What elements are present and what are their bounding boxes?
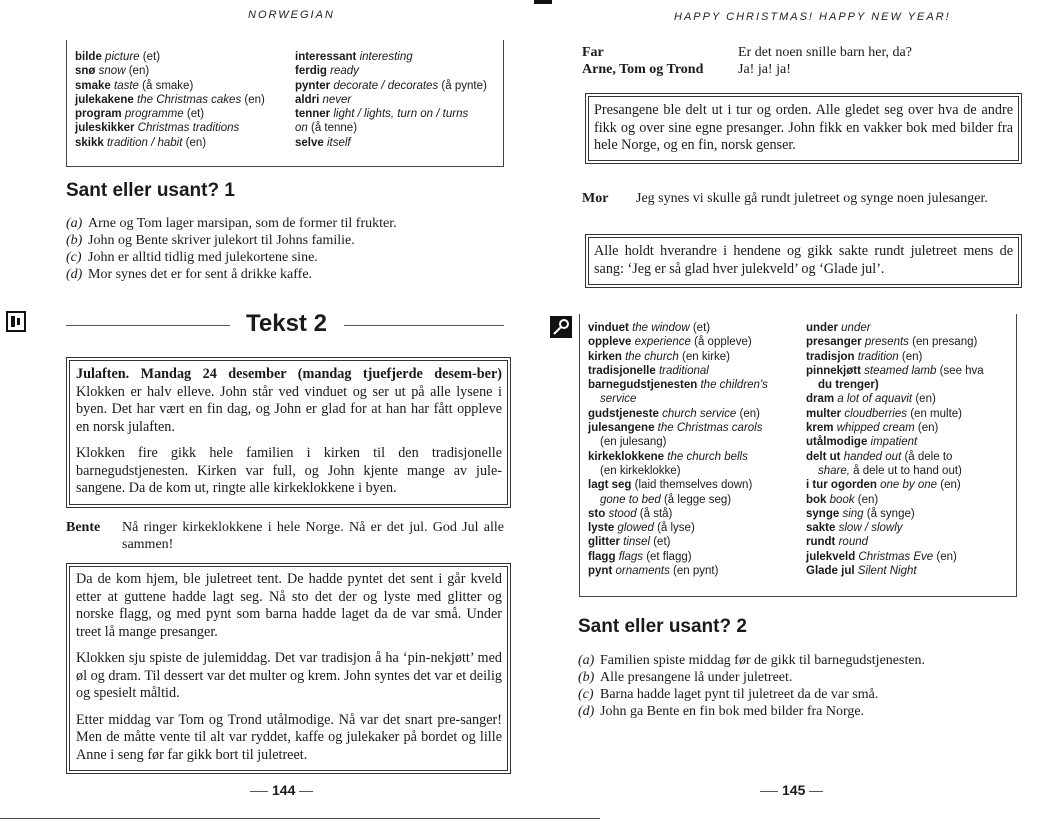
vocab-entry xyxy=(295,136,487,150)
vocab-entry xyxy=(806,378,984,392)
vocab-word: program xyxy=(75,108,122,121)
exercise2-title: Sant eller usant? 2 xyxy=(578,616,747,637)
vocab-gloss: under xyxy=(841,322,871,334)
vocab-word: flagg xyxy=(588,550,616,563)
vocab-word: ferdig xyxy=(295,65,327,78)
vocab-extra: (en) xyxy=(917,422,939,435)
vocab-gloss: tinsel xyxy=(623,536,651,549)
vocab-gloss: round xyxy=(838,536,869,549)
vocab-word: presanger xyxy=(806,336,862,349)
vocab-gloss: share, xyxy=(818,464,850,477)
exercise1-title: Sant eller usant? 1 xyxy=(66,180,235,201)
item-label: (d) xyxy=(66,267,83,282)
vocab-word: gudstjeneste xyxy=(588,407,659,420)
vocab-entry xyxy=(588,521,768,535)
vocab-word: barnegudstjenesten xyxy=(588,379,698,392)
vocab-entry xyxy=(75,64,265,78)
vocab-word: glitter xyxy=(588,536,620,549)
vocab-extra: (å legge seg) xyxy=(663,493,732,506)
vocab-column-4 xyxy=(806,321,984,578)
exercise-item xyxy=(66,232,506,249)
vocab-gloss: steamed lamb xyxy=(864,364,937,377)
vocab-gloss: handed out xyxy=(843,450,902,463)
vocab-extra: (en) xyxy=(128,65,150,78)
vocab-extra: (en) xyxy=(915,393,936,406)
vocab-entry xyxy=(806,450,984,464)
vocab-extra: (å lyse) xyxy=(657,522,695,535)
vocab-entry xyxy=(806,535,984,549)
vocab-word: interessant xyxy=(295,51,357,63)
speaker-arne-tom-trond: Arne, Tom og Trond xyxy=(582,62,704,77)
vocab-gloss: ornaments xyxy=(615,565,670,578)
vocab-entry xyxy=(75,107,265,121)
story-box-4 xyxy=(588,237,1019,285)
item-label: (a) xyxy=(578,653,595,668)
vocab-word: dram xyxy=(806,393,835,406)
vocab-gloss: cloudberries xyxy=(844,407,908,420)
vocab-word: kirken xyxy=(588,350,622,363)
vocab-entry xyxy=(806,478,984,492)
vocab-word: synge xyxy=(806,507,840,520)
vocab-extra: (å smake) xyxy=(142,79,194,92)
vocab-entry xyxy=(588,493,768,507)
vocab-column-1 xyxy=(75,50,265,150)
item-label: (c) xyxy=(66,250,82,265)
vocab-extra: å dele ut to hand out) xyxy=(853,464,962,477)
vocab-extra: (en kirke) xyxy=(682,350,730,363)
vocab-word: juleskikker xyxy=(75,122,135,135)
vocab-entry xyxy=(588,550,768,564)
vocab-word: krem xyxy=(806,422,834,435)
story-box-2 xyxy=(69,566,508,771)
exercise-item xyxy=(578,686,1018,703)
vocab-extra: (å tenne) xyxy=(311,122,358,135)
vocab-word: smake xyxy=(75,79,111,92)
vocab-word: snø xyxy=(75,65,96,78)
vocab-entry xyxy=(806,507,984,521)
vocab-entry xyxy=(806,392,984,406)
exercise-item xyxy=(66,249,506,266)
vocab-extra: (see hva xyxy=(939,364,984,377)
vocab-gloss: Christmas Eve xyxy=(858,550,934,563)
vocab-extra: (å synge) xyxy=(866,507,915,520)
vocab-entry xyxy=(295,93,487,107)
vocab-word: kirkeklokkene xyxy=(588,450,665,463)
vocab-gloss: flags xyxy=(618,550,643,563)
vocab-entry xyxy=(588,378,768,392)
vocab-extra: (en) xyxy=(940,479,961,492)
vocab-box-left-page xyxy=(66,40,504,167)
vocab-gloss: Christmas traditions xyxy=(137,122,240,135)
speaker-bente: Bente xyxy=(66,520,101,535)
item-text: John er alltid tidlig med julekortene sine. xyxy=(88,250,318,265)
vocab-word: tradisjonelle xyxy=(588,364,656,377)
vocab-entry xyxy=(588,321,768,335)
vocab-entry xyxy=(588,450,768,464)
vocab-gloss: light / lights, turn on / turns xyxy=(333,108,469,121)
vocab-extra: (en julesang) xyxy=(600,436,667,449)
item-label: (c) xyxy=(578,687,594,702)
vocab-gloss: traditional xyxy=(658,364,709,377)
story-box-3 xyxy=(588,96,1019,161)
vocab-entry xyxy=(295,121,487,135)
vocab-extra: (en) xyxy=(739,407,760,420)
audio-icon xyxy=(6,311,26,332)
vocab-gloss: book xyxy=(829,493,855,506)
vocab-extra: (en) xyxy=(901,350,923,363)
exercise-item xyxy=(66,266,506,283)
vocab-column-3 xyxy=(588,321,768,578)
vocab-extra: (å dele to xyxy=(904,450,953,463)
item-text: Mor synes det er for sent å drikke kaffe. xyxy=(88,267,313,282)
vocab-word: lyste xyxy=(588,522,615,535)
vocab-gloss: whipped cream xyxy=(836,422,915,435)
exercise-item xyxy=(578,652,1018,669)
vocab-entry xyxy=(806,464,984,478)
vocab-extra: (å pynte) xyxy=(441,79,487,92)
vocab-extra: (et flagg) xyxy=(646,550,692,563)
vocab-entry xyxy=(588,478,768,492)
vocab-entry xyxy=(806,521,984,535)
item-label: (b) xyxy=(578,670,595,685)
vocab-extra: (laid themselves down) xyxy=(634,479,753,492)
vocab-gloss: taste xyxy=(114,79,139,92)
vocab-entry xyxy=(295,107,487,121)
vocab-word: bok xyxy=(806,493,827,506)
story-paragraph-6: Presangene ble delt ut i tur og orden. Alle gledet seg over hva de andre fikk og over sine egne presanger. John fikk en vakker bok med bilder fra hele Norge, og en fin, norsk genser. xyxy=(594,102,1013,153)
story-paragraph-3: Da de kom hjem, ble juletreet tent. De hadde pyntet det sent i går kveld etter at guttene hadde lagt seg. Nå sto det der og lyste med glitter og norske flagg, og med pynt som barna hadde laget da de var små. Under treet lå mange presanger. xyxy=(76,571,502,640)
right-page-number: 145 xyxy=(760,782,823,800)
item-text: Barna hadde laget pynt til juletreet da de var små. xyxy=(600,687,879,702)
item-label: (b) xyxy=(66,233,83,248)
vocab-word: aldri xyxy=(295,93,320,106)
story-paragraph-4: Klokken sju spiste de julemiddag. Det var tradisjon å ha ‘pin-nekjøtt’ med øl og dram. Til dessert var det multer og krem. John syntes det var et deilig og spesielt måltid. xyxy=(76,650,502,701)
vocab-gloss: picture xyxy=(105,51,140,63)
vocab-word: skikk xyxy=(75,136,104,149)
vocab-gloss: snow xyxy=(98,65,126,78)
vocab-word: julekakene xyxy=(75,93,134,106)
vocab-word: rundt xyxy=(806,536,836,549)
story-paragraph-7: Alle holdt hverandre i hendene og gikk sakte rundt juletreet mens de sang: ‘Jeg er så glad hver julekveld’ og ‘Glade jul’. xyxy=(594,243,1013,277)
vocab-extra: (et) xyxy=(653,536,671,549)
vocab-word: julekveld xyxy=(806,550,856,563)
item-text: Arne og Tom lager marsipan, som de former til frukter. xyxy=(88,216,397,231)
vocab-word: Glade jul xyxy=(806,565,855,578)
vocab-gloss: on xyxy=(295,122,308,135)
vocab-gloss: programme xyxy=(124,108,184,121)
vocab-extra: (et) xyxy=(186,108,205,121)
vocab-entry xyxy=(588,335,768,349)
story-paragraph-2: Klokken fire gikk hele familien i kirken til den tradisjonelle barnegudstjenesten. Kirken var full, og John kjente mange av jule-sangene. Da de kom ut, ringte alle kirkeklokkene i byen. xyxy=(76,445,502,496)
vocab-entry xyxy=(588,364,768,378)
heading-rule-left xyxy=(66,325,230,326)
vocab-entry xyxy=(75,121,265,135)
vocab-gloss: the church bells xyxy=(667,450,748,463)
vocab-entry xyxy=(295,79,487,93)
vocab-extra: (en multe) xyxy=(910,407,962,420)
item-label: (d) xyxy=(578,704,595,719)
vocab-entry xyxy=(75,136,265,150)
vocab-word: lagt seg xyxy=(588,479,632,492)
scan-mark-top xyxy=(534,0,552,4)
vocab-gloss: gone to bed xyxy=(600,493,661,506)
vocab-entry xyxy=(806,421,984,435)
vocab-gloss: the Christmas cakes xyxy=(137,93,242,106)
vocab-word: delt ut xyxy=(806,450,841,463)
vocab-gloss: decorate / decorates xyxy=(333,79,439,92)
vocab-gloss: the children's xyxy=(700,379,768,392)
vocab-gloss: tradition / habit xyxy=(106,136,183,149)
vocab-extra: (en) xyxy=(857,493,879,506)
vocab-gloss: impatient xyxy=(870,436,918,449)
vocab-word: pynt xyxy=(588,565,613,578)
vocab-word: pynter xyxy=(295,79,331,92)
item-text: John ga Bente en fin bok med bilder fra Norge. xyxy=(600,704,865,719)
heading-rule-right xyxy=(344,325,504,326)
vocab-entry xyxy=(806,564,984,578)
vocab-word: utålmodige xyxy=(806,436,868,449)
vocab-entry xyxy=(588,421,768,435)
vocab-entry xyxy=(75,93,265,107)
vocab-gloss: a lot of aquavit xyxy=(837,393,913,406)
vocab-word: sakte xyxy=(806,522,836,535)
vocab-extra: (en kirkeklokke) xyxy=(600,464,681,477)
vocab-entry xyxy=(588,435,768,449)
vocab-entry xyxy=(75,50,265,64)
vocab-word: tenner xyxy=(295,108,331,121)
exercise1-list xyxy=(66,215,506,283)
vocab-gloss: tradition xyxy=(857,350,899,363)
far-line: Er det noen snille barn her, da? xyxy=(738,45,912,60)
story-paragraph-1: Klokken er halv elleve. John står ved vinduet og ser ut på alle lysene i byen. Det har vært en fin dag, og John er glad for at han har fått oppleve en norsk julaften. xyxy=(76,383,502,435)
story-paragraph-5: Etter middag var Tom og Trond utålmodige. Nå var det snart pre-sanger! Men de måtte vente til alt var ryddet, kaffe og julekaker på bordet og lille Anne i seng før far gikk bort til juletreet. xyxy=(76,711,502,763)
vocab-entry xyxy=(75,79,265,93)
vocab-entry xyxy=(806,364,984,378)
speaker-far: Far xyxy=(582,45,604,60)
vocab-extra: (å stå) xyxy=(639,507,673,520)
vocab-extra: (en) xyxy=(936,550,957,563)
vocab-gloss: the window xyxy=(632,322,690,334)
vocab-gloss: itself xyxy=(326,136,351,149)
exercise2-list xyxy=(578,652,1018,720)
vocab-extra: (en presang) xyxy=(912,336,978,349)
vocab-extra: (et) xyxy=(692,322,711,334)
vocab-entry xyxy=(588,507,768,521)
exercise-item xyxy=(66,215,506,232)
vocab-gloss: sing xyxy=(842,507,864,520)
vocab-extra: (en) xyxy=(244,93,265,106)
vocab-word: bilde xyxy=(75,51,102,63)
exercise-item xyxy=(578,669,1018,686)
arne-line: Ja! ja! ja! xyxy=(738,62,791,77)
vocab-word: selve xyxy=(295,136,324,149)
vocab-entry xyxy=(806,321,984,335)
vocab-gloss: Silent Night xyxy=(857,565,917,578)
vocab-gloss: glowed xyxy=(617,522,654,535)
vocab-entry xyxy=(806,335,984,349)
vocab-extra: (et) xyxy=(142,51,161,63)
vocab-entry xyxy=(588,535,768,549)
vocab-entry xyxy=(806,550,984,564)
exercise-item xyxy=(578,703,1018,720)
vocab-gloss: never xyxy=(322,93,352,106)
vocab-entry xyxy=(588,464,768,478)
vocab-entry xyxy=(806,350,984,364)
item-text: Familien spiste middag før de gikk til barnegudstjenesten. xyxy=(600,653,926,668)
vocab-entry xyxy=(588,564,768,578)
vocab-word: pinnekjøtt xyxy=(806,364,861,377)
vocab-extra: (å oppleve) xyxy=(694,336,752,349)
vocab-word: vinduet xyxy=(588,322,629,334)
vocab-word: multer xyxy=(806,407,842,420)
vocab-entry xyxy=(806,435,984,449)
vocab-word: du trenger) xyxy=(818,379,879,392)
item-text: Alle presangene lå under juletreet. xyxy=(600,670,793,685)
vocab-entry xyxy=(295,50,487,64)
item-text: John og Bente skriver julekort til Johns familie. xyxy=(88,233,355,248)
vocab-word: oppleve xyxy=(588,336,632,349)
vocab-entry xyxy=(806,407,984,421)
vocab-gloss: interesting xyxy=(359,51,413,63)
vocab-gloss: ready xyxy=(330,65,359,78)
vocab-extra: (en) xyxy=(185,136,207,149)
vocab-word: tradisjon xyxy=(806,350,855,363)
vocab-gloss: slow / slowly xyxy=(838,522,903,535)
vocab-gloss: presents xyxy=(864,336,909,349)
vocab-extra: (en pynt) xyxy=(673,565,719,578)
vocab-entry xyxy=(588,350,768,364)
vocab-word: julesangene xyxy=(588,422,655,435)
story-box-1 xyxy=(69,360,508,505)
bente-line: Nå ringer kirkeklokkene i hele Norge. Nå er det jul. God Jul alle sammen! xyxy=(122,520,504,552)
vocab-entry xyxy=(806,493,984,507)
vocab-gloss: the Christmas carols xyxy=(657,422,763,435)
tekst-title: Tekst 2 xyxy=(246,310,327,337)
page-bottom-edge xyxy=(0,818,600,819)
speaker-mor: Mor xyxy=(582,191,609,206)
right-running-head: HAPPY CHRISTMAS! HAPPY NEW YEAR! xyxy=(674,11,951,23)
mor-line: Jeg synes vi skulle gå rundt juletreet og synge noen julesanger. xyxy=(636,191,988,206)
left-page-number: 144 xyxy=(250,782,313,800)
vocab-gloss: stood xyxy=(608,507,637,520)
story-date-heading: Julaften. Mandag 24 desember (mandag tjuefjerde desem-ber) xyxy=(76,366,502,382)
vocab-gloss: experience xyxy=(634,336,691,349)
item-label: (a) xyxy=(66,216,83,231)
vocab-word: i tur ogorden xyxy=(806,479,877,492)
vocab-gloss: service xyxy=(600,393,637,406)
vocab-gloss: one by one xyxy=(880,479,938,492)
vocab-word: sto xyxy=(588,507,606,520)
vocab-entry xyxy=(588,392,768,406)
left-running-head: NORWEGIAN xyxy=(248,9,335,21)
vocab-entry xyxy=(295,64,487,78)
vocab-gloss: the church xyxy=(625,350,679,363)
vocabulary-key-icon xyxy=(550,316,572,338)
vocab-word: under xyxy=(806,322,838,334)
vocab-entry xyxy=(588,407,768,421)
vocab-column-2 xyxy=(295,50,487,150)
vocab-box-right-page xyxy=(579,314,1017,597)
vocab-gloss: church service xyxy=(662,407,737,420)
